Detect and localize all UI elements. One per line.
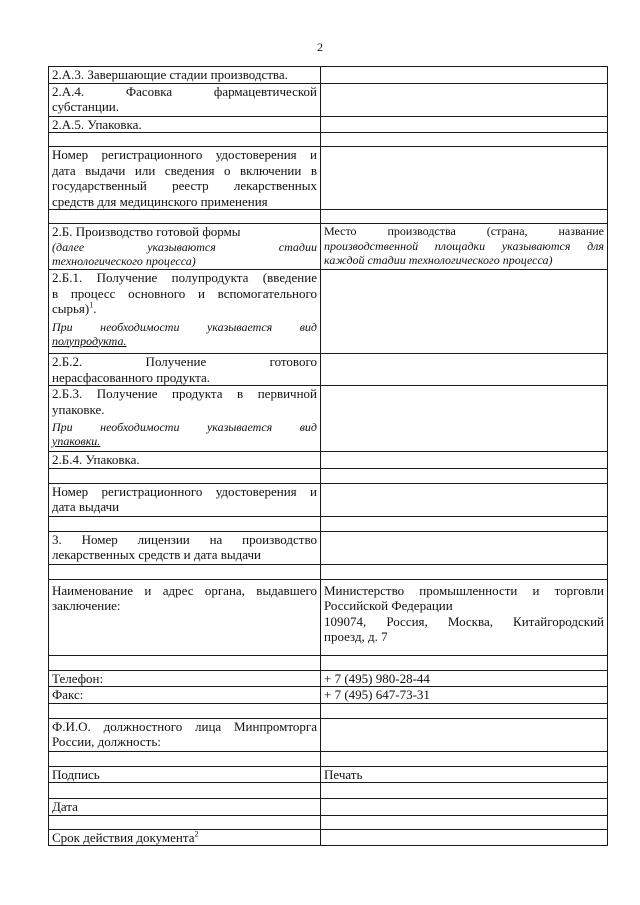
- place-line2: производственной площадки указываются для: [324, 239, 604, 253]
- row-official-value[interactable]: [321, 718, 608, 751]
- row-seal: [321, 766, 608, 783]
- spacer-cell: [321, 655, 608, 670]
- spacer-cell: [321, 783, 608, 799]
- org-line4: проезд, д. 7: [324, 629, 388, 644]
- license-line1: 3. Номер лицензии на производство: [52, 531, 317, 547]
- a3-text: 2.А.3. Завершающие стадии производства.: [52, 67, 288, 82]
- row-license-label: [49, 531, 321, 564]
- page-number: 2: [317, 40, 323, 54]
- reg-a-line1: Номер регистрационного удостоверения и: [52, 147, 317, 162]
- license-line2: лекарственных средств и дата выдачи: [52, 547, 261, 562]
- spacer-cell: [321, 516, 608, 531]
- row-reg-a-label: [49, 147, 321, 210]
- b4-text: 2.Б.4. Упаковка.: [52, 452, 140, 467]
- b1-note-line1: При необходимости указывается вид: [52, 319, 317, 334]
- row-signature-label: [49, 766, 321, 783]
- org-line1: Министерство промышленности и торговли: [324, 582, 604, 598]
- reg-a-line2: дата выдачи или сведения о включении в: [52, 162, 317, 178]
- row-b-header-label: [49, 224, 321, 270]
- reg-b-line1: Номер регистрационного удостоверения и: [52, 483, 317, 499]
- row-b2-label: [49, 354, 321, 386]
- footnote-2: 2: [194, 829, 199, 839]
- row-reg-b-value[interactable]: [321, 483, 608, 516]
- row-validity-value[interactable]: [321, 829, 608, 846]
- spacer-row: [49, 703, 321, 718]
- b1-line2: в процесс основного и вспомогательного: [52, 285, 317, 301]
- row-b3-value[interactable]: [321, 386, 608, 452]
- phone-label: Телефон:: [52, 670, 104, 686]
- spacer-row: [49, 783, 321, 799]
- row-date-value[interactable]: [321, 799, 608, 816]
- row-b-header-value: [321, 224, 608, 270]
- b3-note-line1: При необходимости указывается вид: [52, 420, 317, 434]
- row-b1-value[interactable]: [321, 270, 608, 354]
- spacer-cell: [321, 703, 608, 718]
- phone-value: + 7 (495) 980-28-44: [324, 670, 430, 686]
- row-date-label: [49, 799, 321, 816]
- spacer-row: [49, 468, 321, 483]
- form-table: [48, 66, 608, 846]
- org-line2: Российской Федерации: [324, 598, 453, 613]
- spacer-cell: [321, 564, 608, 579]
- row-reg-a-value[interactable]: [321, 147, 608, 210]
- signature-label: Подпись: [52, 766, 100, 782]
- row-fax-label: [49, 687, 321, 704]
- spacer-row: [49, 564, 321, 579]
- a4-line2: субстанции.: [52, 99, 119, 114]
- spacer-row: [49, 751, 321, 766]
- row-a3-label: [49, 67, 321, 84]
- place-line3: каждой стадии технологического процесса): [324, 253, 553, 267]
- row-phone-value: [321, 670, 608, 687]
- row-org-value: [321, 579, 608, 655]
- row-org-label: [49, 579, 321, 655]
- spacer-cell: [321, 815, 608, 829]
- spacer-row: [49, 655, 321, 670]
- spacer-row: [49, 815, 321, 829]
- row-a4-label: [49, 83, 321, 116]
- row-a5-label: [49, 116, 321, 133]
- row-license-value[interactable]: [321, 531, 608, 564]
- row-b3-label: [49, 386, 321, 452]
- row-official-label: [49, 718, 321, 751]
- footnote-1: 1: [89, 300, 94, 310]
- a4-line1: 2.А.4. Фасовка фармацевтической: [52, 83, 317, 99]
- row-validity-label: [49, 829, 321, 846]
- fax-value: + 7 (495) 647-73-31: [324, 687, 430, 702]
- spacer-cell: [321, 133, 608, 147]
- validity-label: Срок действия документа: [52, 829, 195, 845]
- spacer-row: [49, 133, 321, 147]
- row-reg-b-label: [49, 483, 321, 516]
- row-b4-value[interactable]: [321, 452, 608, 469]
- b3-note-line2: упаковки.: [52, 434, 101, 448]
- spacer-cell: [321, 210, 608, 224]
- seal-label: Печать: [324, 766, 363, 782]
- row-fax-value: [321, 687, 608, 704]
- row-phone-label: [49, 670, 321, 687]
- b2-line2: нерасфасованного продукта.: [52, 369, 210, 385]
- official-line2: России, должность:: [52, 734, 161, 749]
- b1-note-line2: полупродукта.: [52, 333, 127, 348]
- a5-text: 2.А.5. Упаковка.: [52, 116, 142, 132]
- reg-b-line2: дата выдачи: [52, 499, 120, 514]
- b3-line1: 2.Б.3. Получение продукта в первичной: [52, 386, 317, 401]
- place-line1: Место производства (страна, название: [324, 224, 604, 238]
- row-a3-value[interactable]: [321, 67, 608, 84]
- date-label: Дата: [52, 799, 78, 814]
- b2-line1: 2.Б.2. Получение готового: [52, 354, 317, 369]
- official-line1: Ф.И.О. должностного лица Минпромторга: [52, 718, 317, 734]
- org-line3: 109074, Россия, Москва, Китайгородский: [324, 613, 604, 629]
- b-note-line1: (далее указываются стадии: [52, 239, 317, 254]
- org-label-line1: Наименование и адрес органа, выдавшего: [52, 582, 317, 598]
- reg-a-line3: государственный реестр лекарственных: [52, 178, 317, 193]
- b3-line2: упаковке.: [52, 401, 105, 417]
- spacer-row: [49, 210, 321, 224]
- fax-label: Факс:: [52, 687, 84, 702]
- b-note-line2: технологического процесса): [52, 253, 196, 268]
- row-b2-value[interactable]: [321, 354, 608, 386]
- row-a5-value[interactable]: [321, 116, 608, 133]
- b1-line1: 2.Б.1. Получение полупродукта (введение: [52, 270, 317, 285]
- row-a4-value[interactable]: [321, 83, 608, 116]
- spacer-cell: [321, 468, 608, 483]
- spacer-cell: [321, 751, 608, 766]
- b1-line3: сырья)$^1$.: [52, 300, 97, 316]
- reg-a-line4: средств для медицинского применения: [52, 193, 268, 209]
- spacer-row: [49, 516, 321, 531]
- org-label-line2: заключение:: [52, 598, 121, 613]
- row-b4-label: [49, 452, 321, 469]
- b-title: 2.Б. Производство готовой формы: [52, 224, 241, 239]
- row-b1-label: [49, 270, 321, 354]
